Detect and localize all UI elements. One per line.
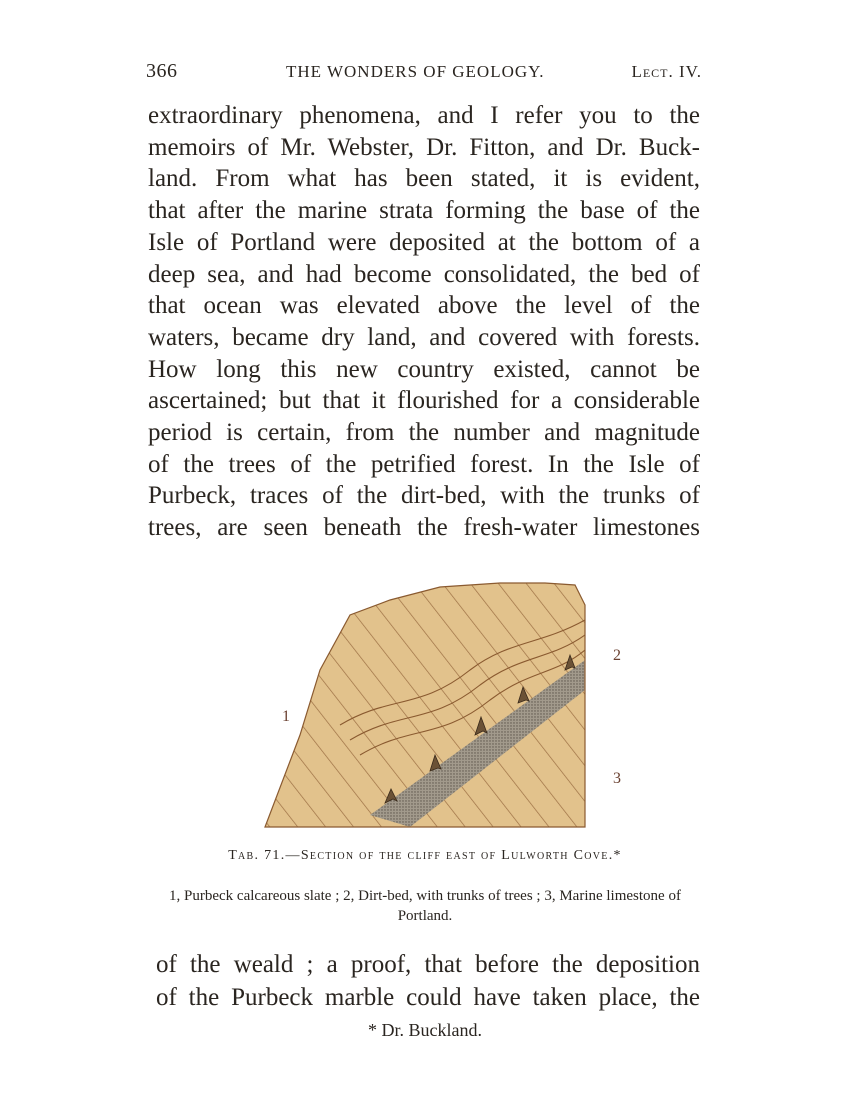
text-line: ascertained; but that it flourished for a considerable [148, 387, 700, 415]
lecture-label: Lect. IV. [631, 62, 702, 81]
figure-label-3: 3 [613, 770, 621, 787]
text-line: period is certain, from the number and magnitude [148, 419, 700, 447]
text-line: trees, are seen beneath the fresh-water limestones [148, 514, 700, 542]
text-line: deep sea, and had become consolidated, the bed of [148, 260, 700, 288]
text-line: extraordinary phenomena, and I refer you to the [148, 102, 700, 129]
continued-paragraph [156, 948, 700, 1014]
body-paragraph [148, 100, 700, 544]
text-line: that after the marine strata forming the base of the [148, 197, 700, 225]
text-line: How long this new country existed, cannot be [148, 355, 700, 383]
text-line: of the trees of the petrified forest. In the Isle of [148, 450, 700, 478]
text-line: Isle of Portland were deposited at the bottom of a [148, 228, 700, 256]
cliff-section-illustration [240, 575, 660, 835]
text-line: memoirs of Mr. Webster, Dr. Fitton, and Dr. Buck- [148, 133, 700, 161]
text-line: of the weald ; a proof, that before the deposition [156, 951, 700, 978]
figure-caption-description: 1, Purbeck calcareous slate ; 2, Dirt-bed, with trunks of trees ; 3, Marine limestone of Portland. [169, 888, 681, 924]
running-title: THE WONDERS OF GEOLOGY. [286, 62, 545, 81]
page-number: 366 [146, 60, 178, 82]
strata-hatching [240, 575, 660, 835]
text-line: that ocean was elevated above the level of the [148, 292, 700, 320]
text-line: waters, became dry land, and covered with forests. [148, 323, 700, 351]
figure-label-2: 2 [613, 647, 621, 664]
figure-label-1: 1 [282, 708, 290, 725]
text-line: land. From what has been stated, it is evident, [148, 165, 700, 193]
running-header [146, 60, 702, 90]
text-line: Purbeck, traces of the dirt-bed, with the trunks of [148, 482, 700, 510]
figure-caption-title: Tab. 71.—Section of the cliff east of Lulworth Cove.* [228, 848, 622, 863]
cliff-section-figure [240, 575, 660, 835]
text-line: of the Purbeck marble could have taken place, the [156, 984, 700, 1011]
footnote: * Dr. Buckland. [368, 1020, 482, 1040]
